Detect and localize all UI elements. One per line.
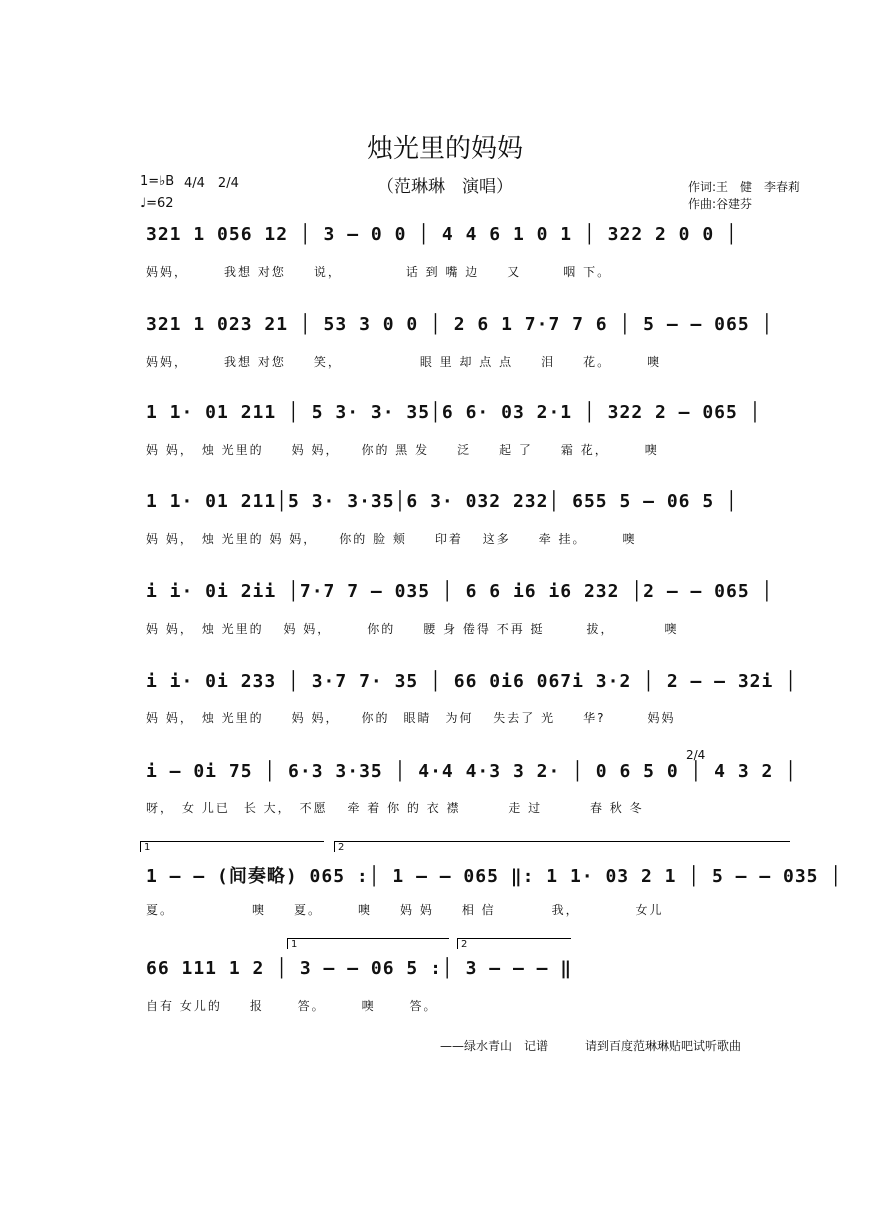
score-line-7: i – 0i 75 │ 6·3 3·35 │ 4·4 4·3 3 2· │ 0 6 5 0 │ 4 3 2 │ <box>146 761 798 782</box>
score-line-1: 321 1 056 12 │ 3 – 0 0 │ 4 4 6 1 0 1 │ 322 2 0 0 │ <box>146 224 738 245</box>
lyrics-line-4: 妈 妈， 烛 光里的 妈 妈， 你的 脸 颊 印着 这多 牵 挂。 噢 <box>146 532 637 546</box>
volta-bracket-ending-1: 1 <box>287 938 449 949</box>
composer-credit: 作曲:谷建芬 <box>688 197 753 211</box>
performer-subtitle: （范琳琳 演唱） <box>377 177 513 197</box>
score-line-5: i i· 0i 2ii │7·7 7 – 035 │ 6 6 i6 i6 232 │2 – – 065 │ <box>146 581 774 602</box>
volta-bracket-2: 2 <box>334 841 790 852</box>
score-line-8: 1 – – (间奏略) 065 :│ 1 – – 065 ‖: 1 1· 03 2 1 │ 5 – – 035 │ <box>146 866 843 887</box>
lyrics-line-1: 妈妈， 我想 对您 说， 话 到 嘴 边 又 咽 下。 <box>146 265 612 279</box>
time-signature: 4/4 2/4 <box>184 176 239 191</box>
transcriber-credit: ——绿水青山 记谱 <box>440 1039 549 1053</box>
meter-change-2-4: 2/4 <box>686 748 706 762</box>
song-title: 烛光里的妈妈 <box>366 134 523 164</box>
lyrics-line-6: 妈 妈， 烛 光里的 妈 妈， 你的 眼睛 为何 失去了 光 华? 妈妈 <box>146 711 676 725</box>
score-line-9: 66 111 1 2 │ 3 – – 06 5 :│ 3 – – – ‖ <box>146 958 573 979</box>
volta-bracket-ending-2: 2 <box>457 938 571 949</box>
score-line-2: 321 1 023 21 │ 53 3 0 0 │ 2 6 1 7·7 7 6 │ 5 – – 065 │ <box>146 314 774 335</box>
lyrics-line-7: 呀， 女 儿已 长 大， 不愿 牵 着 你 的 衣 襟 走 过 春 秋 冬 <box>146 801 644 815</box>
lyrics-line-8: 夏。 噢 夏。 噢 妈 妈 相 信 我， 女儿 <box>146 903 664 917</box>
key-signature: 1=♭B <box>140 174 175 189</box>
lyrics-line-5: 妈 妈， 烛 光里的 妈 妈， 你的 腰 身 倦得 不再 挺 拔， 噢 <box>146 622 679 636</box>
score-line-4: 1 1· 01 211│5 3· 3·35│6 3· 032 232│ 655 5 – 06 5 │ <box>146 491 738 512</box>
lyricist-credit: 作词:王 健 李春莉 <box>688 180 801 194</box>
listen-note: 请到百度范琳琳贴吧试听歌曲 <box>585 1039 742 1053</box>
score-line-6: i i· 0i 233 │ 3·7 7· 35 │ 66 0i6 067i 3·2 │ 2 – – 32i │ <box>146 671 798 692</box>
lyrics-line-3: 妈 妈， 烛 光里的 妈 妈， 你的 黑 发 泛 起 了 霜 花， 噢 <box>146 443 659 457</box>
volta-bracket-1: 1 <box>140 841 324 852</box>
tempo-marking: ♩=62 <box>140 196 174 211</box>
score-line-3: 1 1· 01 211 │ 5 3· 3· 35│6 6· 03 2·1 │ 322 2 – 065 │ <box>146 402 762 423</box>
lyrics-line-2: 妈妈， 我想 对您 笑， 眼 里 却 点 点 泪 花。 噢 <box>146 355 662 369</box>
lyrics-line-9: 自有 女儿的 报 答。 噢 答。 <box>146 999 438 1013</box>
